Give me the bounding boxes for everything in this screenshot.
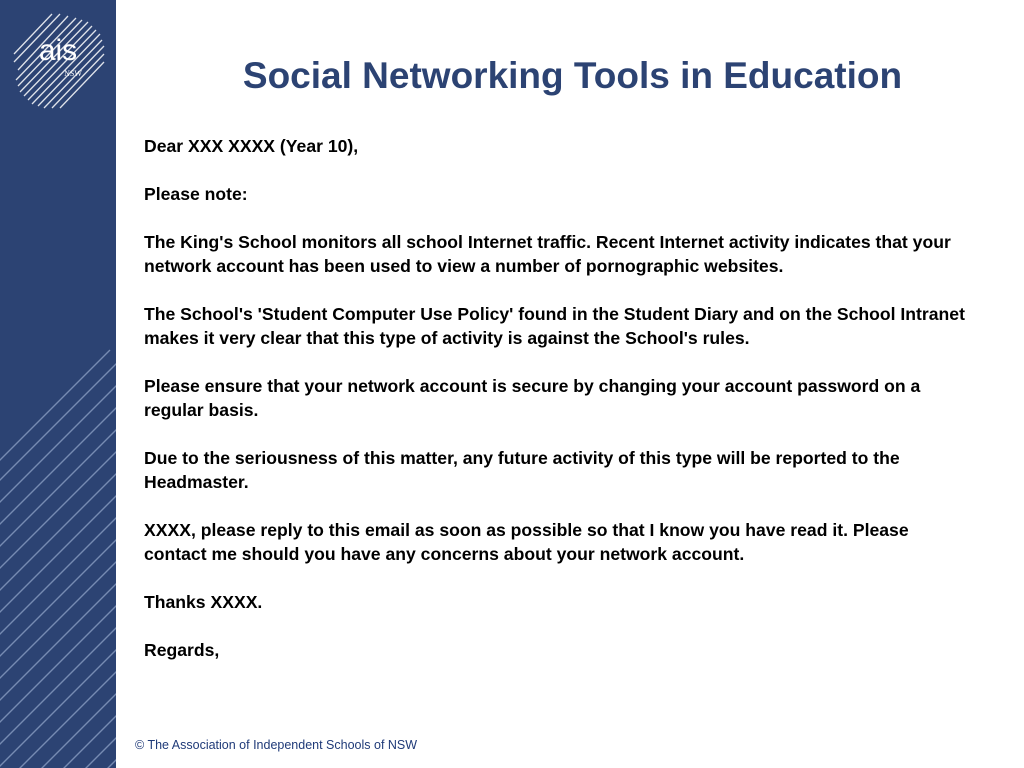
letter-paragraph: The King's School monitors all school Internet traffic. Recent Internet activity indicates that your network account has been used to view a number of pornographic websites. <box>144 232 951 276</box>
logo-subtext: NSW <box>64 69 82 78</box>
slide-title: Social Networking Tools in Education <box>242 55 903 96</box>
letter-paragraph: The School's 'Student Computer Use Policy' found in the Student Diary and on the School Intranet makes it very clear that this type of activity is against the School's rules. <box>144 304 965 348</box>
letter-paragraph: Please note: <box>144 184 248 204</box>
copyright-footer: © The Association of Independent Schools of NSW <box>135 738 418 752</box>
letter-body <box>144 134 974 662</box>
letter-salutation: Dear XXX XXXX (Year 10), <box>144 136 359 156</box>
letter-paragraph: Due to the seriousness of this matter, any future activity of this type will be reported to the Headmaster. <box>144 448 900 492</box>
sidebar-band <box>0 0 116 768</box>
letter-paragraph: Please ensure that your network account is secure by changing your account password on a regular basis. <box>144 376 921 420</box>
diagonal-stripes-decoration <box>0 0 116 768</box>
logo-text: ais <box>38 34 78 67</box>
ais-logo <box>10 10 106 110</box>
letter-paragraph: Thanks XXXX. <box>144 592 263 612</box>
letter-closing: Regards, <box>144 640 220 660</box>
letter-paragraph: XXXX, please reply to this email as soon as possible so that I know you have read it. Please contact me should you have any concerns about your network account. <box>144 520 909 564</box>
